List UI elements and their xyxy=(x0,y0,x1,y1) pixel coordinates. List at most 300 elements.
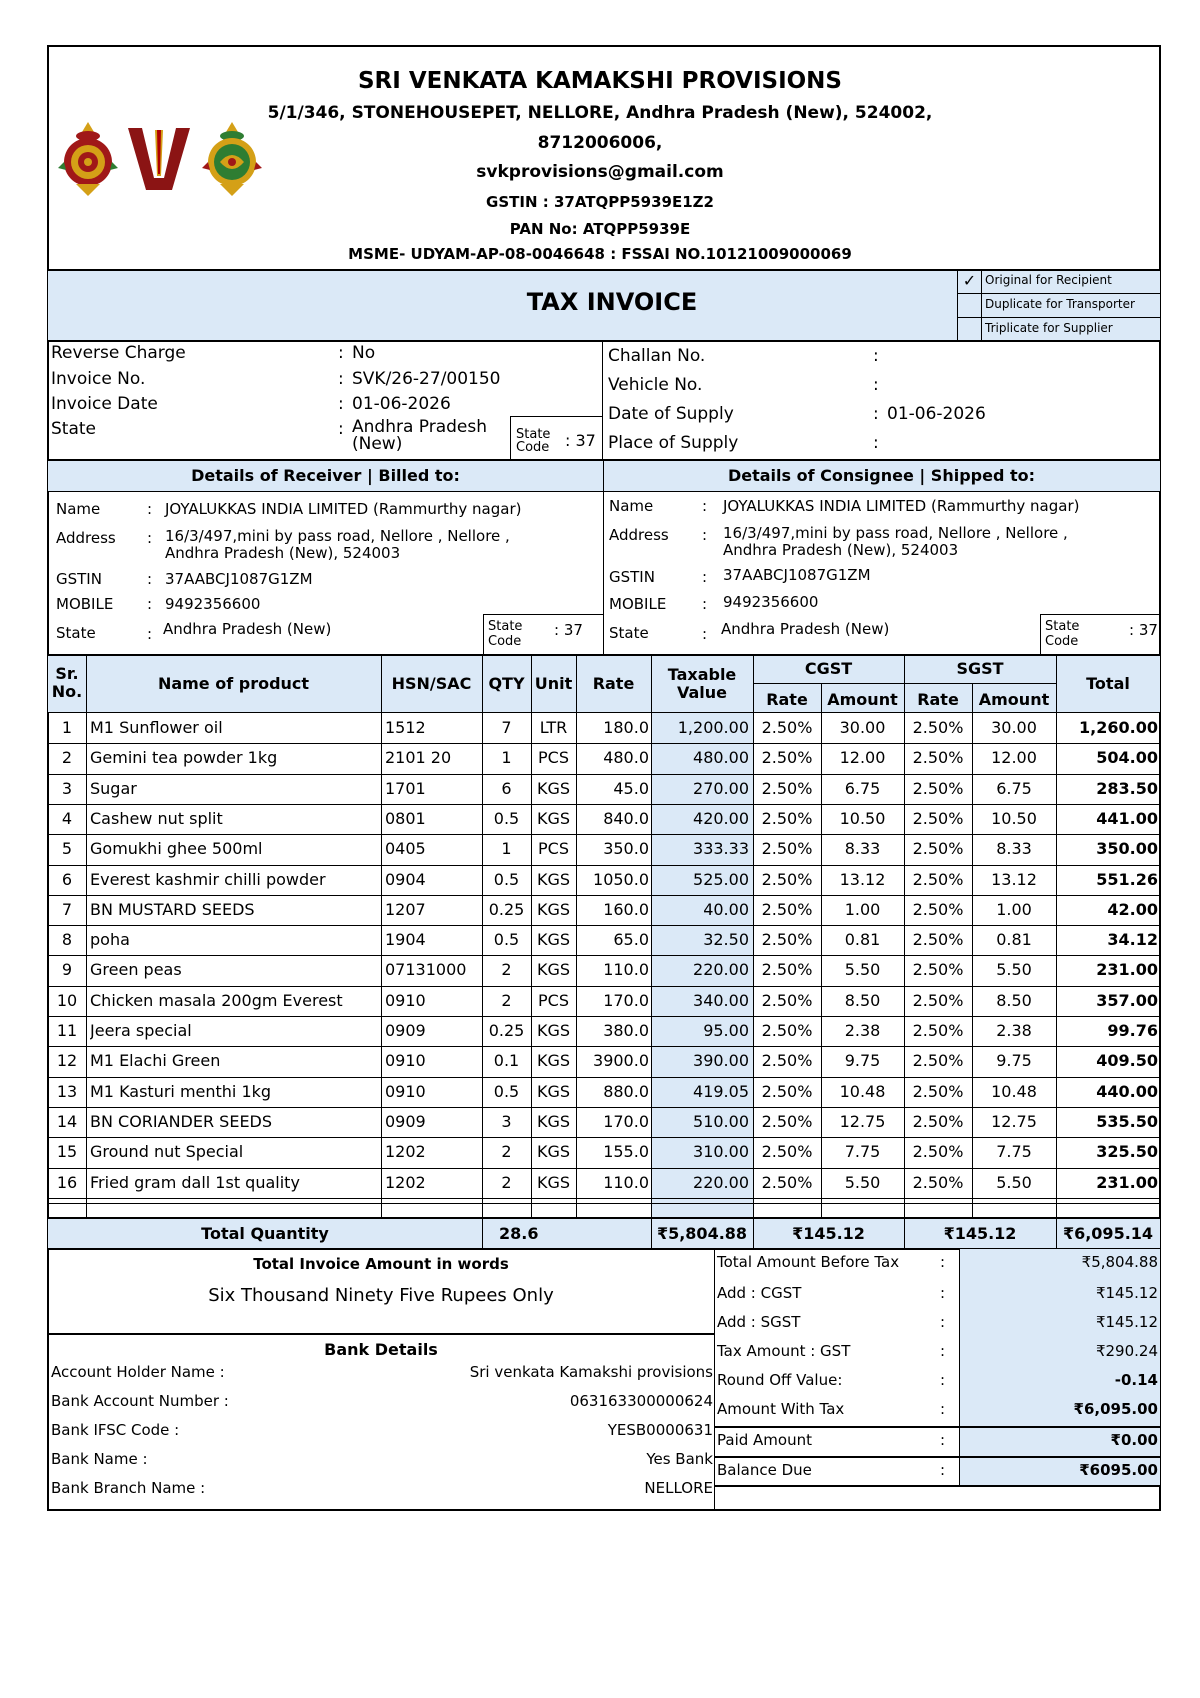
cell-qty: 2 xyxy=(501,990,512,1010)
cell-taxable: 510.00 xyxy=(693,1111,749,1131)
summary-colon: : xyxy=(940,1431,946,1449)
cell-cgst-amount: 5.50 xyxy=(844,960,881,980)
cell-cgst-rate: 2.50% xyxy=(761,808,813,828)
cell-sgst-amount: 6.75 xyxy=(996,778,1032,798)
header-rate: Rate xyxy=(592,674,635,693)
cell-sgst-rate: 2.50% xyxy=(912,1142,964,1162)
cell-sgst-amount: 8.33 xyxy=(996,839,1032,859)
cell-sr: 13 xyxy=(56,1081,78,1101)
cell-sgst-rate: 2.50% xyxy=(912,899,964,919)
bank-value: NELLORE xyxy=(644,1479,713,1497)
summary-label: Paid Amount xyxy=(717,1431,812,1449)
cell-sr: 8 xyxy=(61,930,73,950)
cell-sgst-rate: 2.50% xyxy=(912,839,964,859)
summary-label: Add : SGST xyxy=(717,1313,801,1331)
row-divider xyxy=(47,774,1161,775)
bank-label: Bank Branch Name : xyxy=(51,1479,206,1497)
summary-colon: : xyxy=(940,1461,946,1479)
cell-qty: 0.5 xyxy=(493,808,520,828)
cell-product: Everest kashmir chilli powder xyxy=(90,869,326,889)
cell-total: 325.50 xyxy=(1096,1142,1158,1162)
cell-sr: 15 xyxy=(56,1142,78,1162)
cell-unit: KGS xyxy=(536,1081,571,1101)
receiver-gstin: 37AABCJ1087G1ZM xyxy=(165,570,313,588)
row-divider xyxy=(47,834,1161,835)
invoice-date-label: Invoice Date xyxy=(51,394,158,414)
cell-taxable: 220.00 xyxy=(693,960,749,980)
cell-rate: 170.0 xyxy=(603,990,649,1010)
cell-unit: PCS xyxy=(538,990,569,1010)
cell-sgst-amount: 0.81 xyxy=(996,930,1032,950)
cell-total: 34.12 xyxy=(1107,930,1158,950)
cell-product: Gemini tea powder 1kg xyxy=(90,748,278,768)
chakra-emblem-icon xyxy=(200,120,264,196)
cell-sgst-amount: 5.50 xyxy=(996,960,1032,980)
cell-sr: 10 xyxy=(56,990,78,1010)
cell-total: 551.26 xyxy=(1096,869,1158,889)
cell-cgst-rate: 2.50% xyxy=(761,990,813,1010)
cell-qty: 0.1 xyxy=(493,1051,520,1071)
cell-sr: 4 xyxy=(61,808,73,828)
cell-cgst-rate: 2.50% xyxy=(761,748,813,768)
cell-rate: 110.0 xyxy=(603,960,649,980)
cell-sgst-amount: 13.12 xyxy=(991,869,1037,889)
row-divider xyxy=(47,804,1161,805)
cell-sgst-rate: 2.50% xyxy=(912,990,964,1010)
cell-sr: 2 xyxy=(61,748,73,768)
cell-unit: KGS xyxy=(536,869,571,889)
bank-value: 063163300000624 xyxy=(569,1392,713,1410)
cell-sgst-rate: 2.50% xyxy=(912,748,964,768)
invoice-no-value: SVK/26-27/00150 xyxy=(352,369,501,389)
cell-product: M1 Sunflower oil xyxy=(90,718,223,737)
cell-product: Jeera special xyxy=(90,1021,192,1040)
cell-unit: KGS xyxy=(536,1021,571,1040)
cell-sgst-rate: 2.50% xyxy=(912,960,964,980)
summary-colon: : xyxy=(940,1284,946,1302)
row-divider xyxy=(47,955,1161,956)
company-name: SRI VENKATA KAMAKSHI PROVISIONS xyxy=(357,68,842,94)
consignee-mobile: 9492356600 xyxy=(723,593,819,611)
receiver-heading: Details of Receiver | Billed to: xyxy=(191,466,460,485)
cell-product: Chicken masala 200gm Everest xyxy=(90,990,343,1010)
cell-taxable: 340.00 xyxy=(693,990,749,1010)
header-taxable: Taxable Value xyxy=(667,665,737,702)
cell-total: 409.50 xyxy=(1096,1051,1158,1071)
cell-sgst-amount: 2.38 xyxy=(996,1021,1032,1040)
cell-hsn: 0910 xyxy=(385,1081,426,1101)
cell-sgst-amount: 30.00 xyxy=(991,718,1037,737)
cell-cgst-amount: 30.00 xyxy=(839,718,886,737)
cell-rate: 170.0 xyxy=(603,1111,649,1131)
cell-sr: 3 xyxy=(61,778,73,798)
cell-sr: 14 xyxy=(56,1111,78,1131)
date-supply-label: Date of Supply xyxy=(608,404,734,424)
cell-total: 231.00 xyxy=(1096,1172,1158,1192)
state-value: Andhra Pradesh (New) xyxy=(352,417,488,454)
cell-sgst-rate: 2.50% xyxy=(912,1051,964,1071)
cell-sgst-amount: 10.48 xyxy=(991,1081,1037,1101)
summary-value: ₹145.12 xyxy=(1095,1284,1158,1302)
cell-product: BN MUSTARD SEEDS xyxy=(90,899,255,919)
cell-rate: 880.0 xyxy=(603,1081,649,1101)
cell-sgst-rate: 2.50% xyxy=(912,1081,964,1101)
cell-rate: 1050.0 xyxy=(593,869,649,889)
cell-sr: 1 xyxy=(61,718,73,737)
cell-unit: KGS xyxy=(536,808,571,828)
cell-hsn: 1207 xyxy=(385,899,426,919)
header-hsn: HSN/SAC xyxy=(391,674,472,693)
row-divider xyxy=(47,1198,1161,1199)
cell-unit: PCS xyxy=(538,839,569,859)
cell-qty: 0.5 xyxy=(493,869,520,889)
cell-total: 440.00 xyxy=(1096,1081,1158,1101)
cell-cgst-amount: 7.75 xyxy=(844,1142,881,1162)
cell-cgst-amount: 2.38 xyxy=(844,1021,881,1040)
cell-qty: 0.25 xyxy=(488,899,525,919)
row-divider xyxy=(47,925,1161,926)
bank-value: YESB0000631 xyxy=(607,1421,713,1439)
cell-taxable: 270.00 xyxy=(693,778,749,798)
reverse-charge-value: No xyxy=(352,343,376,363)
cell-taxable: 419.05 xyxy=(693,1081,749,1101)
cell-qty: 0.5 xyxy=(493,930,520,950)
cell-sgst-amount: 8.50 xyxy=(996,990,1032,1010)
cell-sgst-amount: 12.75 xyxy=(991,1111,1037,1131)
summary-label: Balance Due xyxy=(717,1461,812,1479)
consignee-gstin: 37AABCJ1087G1ZM xyxy=(723,566,871,584)
total-cgst: ₹145.12 xyxy=(792,1224,865,1243)
cell-total: 535.50 xyxy=(1096,1111,1158,1131)
cell-unit: KGS xyxy=(536,1051,571,1071)
cell-sgst-rate: 2.50% xyxy=(912,1111,964,1131)
cell-rate: 180.0 xyxy=(603,718,649,737)
words-text: Six Thousand Ninety Five Rupees Only xyxy=(208,1285,554,1306)
cell-cgst-amount: 12.75 xyxy=(839,1111,886,1131)
cell-taxable: 525.00 xyxy=(693,869,749,889)
words-heading: Total Invoice Amount in words xyxy=(253,1255,509,1273)
company-pan: PAN No: ATQPP5939E xyxy=(509,220,691,238)
cell-hsn: 0904 xyxy=(385,869,426,889)
cell-qty: 6 xyxy=(501,778,512,798)
cell-hsn: 0909 xyxy=(385,1021,426,1040)
cell-total: 1,260.00 xyxy=(1079,718,1158,737)
header-sr: Sr. No. xyxy=(51,664,83,701)
summary-value: ₹0.00 xyxy=(1110,1431,1158,1449)
cell-product: Sugar xyxy=(90,778,137,798)
cell-taxable: 333.33 xyxy=(693,839,749,859)
company-email: svkprovisions@gmail.com xyxy=(476,162,724,182)
cell-rate: 45.0 xyxy=(613,778,649,798)
cell-hsn: 1202 xyxy=(385,1172,426,1192)
place-supply-label: Place of Supply xyxy=(608,433,739,453)
cell-taxable: 480.00 xyxy=(693,748,749,768)
cell-hsn: 0801 xyxy=(385,808,426,828)
cell-sgst-rate: 2.50% xyxy=(912,1021,964,1040)
header-total: Total xyxy=(1086,674,1130,693)
receiver-mobile: 9492356600 xyxy=(165,595,261,613)
total-quantity-value: 28.6 xyxy=(499,1224,539,1243)
summary-label: Tax Amount : GST xyxy=(717,1342,851,1360)
bank-value: Yes Bank xyxy=(646,1450,713,1468)
row-divider xyxy=(47,895,1161,896)
header-product: Name of product xyxy=(157,674,310,693)
bank-label: Bank Name : xyxy=(51,1450,148,1468)
bank-label: Bank IFSC Code : xyxy=(51,1421,180,1439)
summary-label: Round Off Value: xyxy=(717,1371,843,1389)
cell-sr: 6 xyxy=(61,869,73,889)
summary-value: ₹6,095.00 xyxy=(1073,1400,1158,1418)
cell-unit: PCS xyxy=(538,748,569,768)
cell-sgst-amount: 7.75 xyxy=(996,1142,1032,1162)
row-divider xyxy=(47,1077,1161,1078)
cell-taxable: 95.00 xyxy=(703,1021,749,1040)
cell-sgst-rate: 2.50% xyxy=(912,869,964,889)
cell-qty: 1 xyxy=(501,748,512,768)
row-divider xyxy=(47,986,1161,987)
cell-unit: KGS xyxy=(536,1111,571,1131)
cell-cgst-amount: 10.50 xyxy=(839,808,886,828)
summary-value: ₹290.24 xyxy=(1095,1342,1158,1360)
summary-value: ₹6095.00 xyxy=(1079,1461,1158,1479)
summary-label: Add : CGST xyxy=(717,1284,802,1302)
cell-cgst-rate: 2.50% xyxy=(761,930,813,950)
cell-cgst-rate: 2.50% xyxy=(761,778,813,798)
cell-sgst-amount: 10.50 xyxy=(991,808,1037,828)
cell-qty: 2 xyxy=(501,960,512,980)
cell-product: Cashew nut split xyxy=(90,808,223,828)
invoice-date-value: 01-06-2026 xyxy=(352,394,451,414)
cell-hsn: 0910 xyxy=(385,1051,426,1071)
cell-product: Green peas xyxy=(90,960,182,980)
cell-hsn: 0910 xyxy=(385,990,426,1010)
cell-qty: 1 xyxy=(501,839,512,859)
receiver-name: JOYALUKKAS INDIA LIMITED (Rammurthy nagar) xyxy=(165,500,522,518)
cell-qty: 0.5 xyxy=(493,1081,520,1101)
date-supply-value: 01-06-2026 xyxy=(887,404,986,424)
cell-cgst-amount: 9.75 xyxy=(844,1051,881,1071)
cell-cgst-amount: 8.33 xyxy=(844,839,881,859)
cell-cgst-rate: 2.50% xyxy=(761,839,813,859)
cell-unit: KGS xyxy=(536,1142,571,1162)
vehicle-label: Vehicle No. xyxy=(608,375,703,395)
cell-taxable: 40.00 xyxy=(703,899,749,919)
cell-unit: KGS xyxy=(536,930,571,950)
consignee-name: JOYALUKKAS INDIA LIMITED (Rammurthy nagar) xyxy=(723,497,1080,515)
cell-product: Fried gram dall 1st quality xyxy=(90,1172,300,1192)
summary-colon: : xyxy=(940,1313,946,1331)
cell-taxable: 390.00 xyxy=(693,1051,749,1071)
cell-rate: 380.0 xyxy=(603,1021,649,1040)
cell-rate: 840.0 xyxy=(603,808,649,828)
receiver-state-code-box: State Code : 37 xyxy=(483,614,604,655)
summary-value: ₹5,804.88 xyxy=(1081,1253,1158,1271)
total-taxable: ₹5,804.88 xyxy=(656,1224,748,1243)
cell-cgst-amount: 6.75 xyxy=(844,778,881,798)
cell-unit: KGS xyxy=(536,960,571,980)
cell-rate: 160.0 xyxy=(603,899,649,919)
cell-rate: 155.0 xyxy=(603,1142,649,1162)
cell-product: Gomukhi ghee 500ml xyxy=(90,839,263,859)
cell-sr: 5 xyxy=(61,839,73,859)
cell-product: M1 Kasturi menthi 1kg xyxy=(90,1081,272,1101)
cell-total: 504.00 xyxy=(1096,748,1158,768)
state-code-value: : 37 xyxy=(565,431,596,450)
cell-total: 99.76 xyxy=(1107,1021,1158,1040)
total-amount: ₹6,095.14 xyxy=(1062,1224,1154,1243)
cell-cgst-amount: 13.12 xyxy=(839,869,886,889)
company-address: 5/1/346, STONEHOUSEPET, NELLORE, Andhra Pradesh (New), 524002, xyxy=(267,103,933,123)
cell-qty: 0.25 xyxy=(488,1021,525,1040)
cell-hsn: 1512 xyxy=(385,718,426,737)
cell-total: 441.00 xyxy=(1096,808,1158,828)
cell-unit: KGS xyxy=(536,1172,571,1192)
conch-emblem-icon xyxy=(58,120,118,196)
cell-taxable: 1,200.00 xyxy=(677,718,749,737)
cell-taxable: 32.50 xyxy=(703,930,749,950)
cell-rate: 3900.0 xyxy=(593,1051,649,1071)
bank-heading: Bank Details xyxy=(324,1340,438,1359)
consignee-address: 16/3/497,mini by pass road, Nellore , Nellore , Andhra Pradesh (New), 524003 xyxy=(723,524,1068,559)
cell-rate: 65.0 xyxy=(613,930,649,950)
cell-sgst-rate: 2.50% xyxy=(912,930,964,950)
header-sgst: SGST xyxy=(956,659,1004,678)
company-gstin: GSTIN : 37ATQPP5939E1Z2 xyxy=(486,193,714,211)
cell-cgst-rate: 2.50% xyxy=(761,1081,813,1101)
consignee-state: Andhra Pradesh (New) xyxy=(721,620,890,638)
cell-rate: 480.0 xyxy=(603,748,649,768)
cell-sr: 12 xyxy=(56,1051,78,1071)
row-divider xyxy=(47,1046,1161,1047)
copy-label-original: Original for Recipient xyxy=(985,273,1112,287)
row-divider xyxy=(47,1107,1161,1108)
cell-cgst-rate: 2.50% xyxy=(761,899,813,919)
cell-total: 357.00 xyxy=(1096,990,1158,1010)
cell-sgst-rate: 2.50% xyxy=(912,718,964,737)
row-divider xyxy=(47,1137,1161,1138)
cell-cgst-amount: 5.50 xyxy=(844,1172,881,1192)
summary-label: Amount With Tax xyxy=(717,1400,845,1418)
summary-colon: : xyxy=(940,1400,946,1418)
challan-label: Challan No. xyxy=(608,346,706,366)
copy-checkbox-triplicate[interactable] xyxy=(958,318,981,340)
cell-hsn: 0405 xyxy=(385,839,426,859)
cell-cgst-amount: 12.00 xyxy=(839,748,886,768)
cell-product: Ground nut Special xyxy=(90,1142,244,1162)
cell-hsn: 07131000 xyxy=(385,960,467,980)
cell-hsn: 1202 xyxy=(385,1142,426,1162)
header-cgst: CGST xyxy=(804,659,853,678)
copy-label-duplicate: Duplicate for Transporter xyxy=(985,297,1135,311)
cell-hsn: 1701 xyxy=(385,778,426,798)
row-divider xyxy=(47,743,1161,744)
cell-cgst-rate: 2.50% xyxy=(761,1172,813,1192)
cell-sgst-amount: 5.50 xyxy=(996,1172,1032,1192)
company-msme-fssai: MSME- UDYAM-AP-08-0046648 : FSSAI NO.10121009000069 xyxy=(348,245,852,263)
row-divider xyxy=(47,1016,1161,1017)
cell-hsn: 1904 xyxy=(385,930,426,950)
total-sgst: ₹145.12 xyxy=(943,1224,1017,1243)
cell-cgst-rate: 2.50% xyxy=(761,718,813,737)
cell-qty: 7 xyxy=(501,718,512,737)
reverse-charge-label: Reverse Charge xyxy=(51,343,186,363)
checkmark-icon[interactable]: ✓ xyxy=(962,271,977,290)
cell-qty: 2 xyxy=(501,1172,512,1192)
cell-cgst-rate: 2.50% xyxy=(761,1111,813,1131)
cell-hsn: 0909 xyxy=(385,1111,426,1131)
cell-sr: 7 xyxy=(61,899,73,919)
cell-sgst-rate: 2.50% xyxy=(912,1172,964,1192)
cell-cgst-rate: 2.50% xyxy=(761,960,813,980)
cell-unit: KGS xyxy=(536,899,571,919)
cell-cgst-amount: 1.00 xyxy=(844,899,881,919)
cell-cgst-rate: 2.50% xyxy=(761,1051,813,1071)
copy-label-triplicate: Triplicate for Supplier xyxy=(985,321,1113,335)
consignee-state-code-box: State Code : 37 xyxy=(1040,614,1161,655)
summary-value: ₹145.12 xyxy=(1095,1313,1158,1331)
cell-cgst-rate: 2.50% xyxy=(761,869,813,889)
cell-sgst-amount: 12.00 xyxy=(991,748,1037,768)
summary-value: -0.14 xyxy=(1114,1371,1158,1389)
bank-label: Bank Account Number : xyxy=(51,1392,229,1410)
header-unit: Unit xyxy=(534,674,573,693)
bank-label: Account Holder Name : xyxy=(51,1363,225,1381)
cell-unit: KGS xyxy=(536,778,571,798)
cell-total: 231.00 xyxy=(1096,960,1158,980)
cell-unit: LTR xyxy=(539,718,568,737)
cell-product: BN CORIANDER SEEDS xyxy=(90,1111,273,1131)
cell-rate: 350.0 xyxy=(603,839,649,859)
cell-cgst-rate: 2.50% xyxy=(761,1142,813,1162)
cell-rate: 110.0 xyxy=(603,1172,649,1192)
cell-sr: 11 xyxy=(56,1021,78,1040)
cell-cgst-amount: 10.48 xyxy=(839,1081,886,1101)
cell-cgst-rate: 2.50% xyxy=(761,1021,813,1040)
row-divider xyxy=(47,1168,1161,1169)
receiver-address: 16/3/497,mini by pass road, Nellore , Nellore , Andhra Pradesh (New), 524003 xyxy=(165,527,510,562)
cell-sr: 16 xyxy=(56,1172,78,1192)
cell-taxable: 220.00 xyxy=(693,1172,749,1192)
cell-sgst-amount: 9.75 xyxy=(996,1051,1032,1071)
company-phone: 8712006006, xyxy=(537,133,663,153)
row-divider xyxy=(47,865,1161,866)
copy-checkbox-duplicate[interactable] xyxy=(958,294,981,316)
cell-hsn: 2101 20 xyxy=(385,748,452,768)
summary-colon: : xyxy=(940,1253,946,1271)
summary-colon: : xyxy=(940,1371,946,1389)
cell-cgst-amount: 0.81 xyxy=(844,930,881,950)
invoice-title: TAX INVOICE xyxy=(526,288,698,316)
invoice-no-label: Invoice No. xyxy=(51,369,146,389)
cell-sgst-amount: 1.00 xyxy=(996,899,1032,919)
summary-label: Total Amount Before Tax xyxy=(717,1253,900,1271)
cell-sr: 9 xyxy=(61,960,73,980)
cell-product: poha xyxy=(90,930,130,950)
cell-product: M1 Elachi Green xyxy=(90,1051,221,1071)
total-quantity-label: Total Quantity xyxy=(201,1224,329,1243)
consignee-heading: Details of Consignee | Shipped to: xyxy=(727,466,1036,485)
bank-value: Sri venkata Kamakshi provisions xyxy=(469,1363,713,1381)
cell-taxable: 420.00 xyxy=(693,808,749,828)
summary-colon: : xyxy=(940,1342,946,1360)
cell-cgst-amount: 8.50 xyxy=(844,990,881,1010)
header-qty: QTY xyxy=(488,674,525,693)
cell-sgst-rate: 2.50% xyxy=(912,778,964,798)
cell-total: 350.00 xyxy=(1096,839,1158,859)
cell-qty: 3 xyxy=(501,1111,512,1131)
cell-qty: 2 xyxy=(501,1142,512,1162)
cell-total: 283.50 xyxy=(1096,778,1158,798)
